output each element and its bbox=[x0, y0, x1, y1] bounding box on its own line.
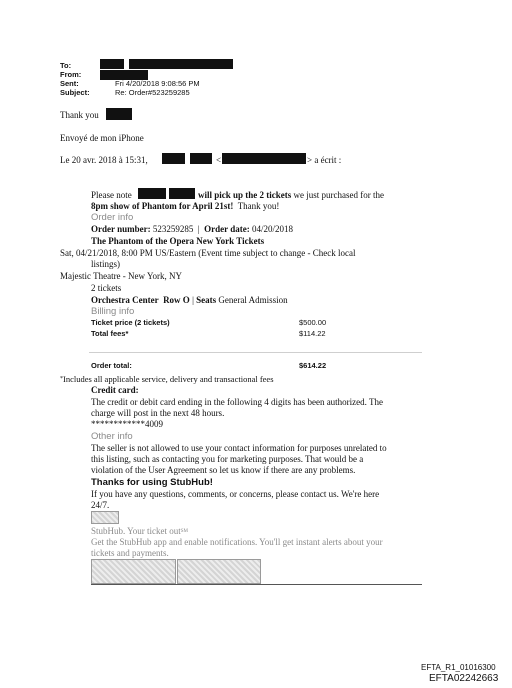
sent-value: Fri 4/20/2018 9:08:56 PM bbox=[115, 79, 200, 88]
footer-rule bbox=[91, 584, 422, 585]
seats-value: General Admission bbox=[218, 295, 288, 305]
note-rest: we just purchased for the bbox=[293, 190, 384, 200]
cc-line2: charge will post in the next 48 hours. bbox=[91, 408, 225, 418]
total-divider bbox=[89, 352, 422, 353]
event-datetime-2: listings) bbox=[91, 259, 121, 269]
card-mask: ************4009 bbox=[91, 419, 163, 429]
order-date: 04/20/2018 bbox=[251, 224, 293, 234]
order-total-label: Order total: bbox=[91, 361, 132, 370]
row-label: Row O bbox=[163, 295, 190, 305]
cc-line1: The credit or debit card ending in the following 4 digits has been authorized. The bbox=[91, 397, 383, 407]
fees-note: Includes all applicable service, delivery and transactional fees bbox=[63, 374, 274, 384]
bates-small: EFTA_R1_01016300 bbox=[421, 663, 496, 672]
signature: Envoyé de mon iPhone bbox=[60, 133, 144, 143]
other-line2: this listing, such as contacting you for marketing purposes. That would be a bbox=[91, 454, 364, 464]
note-bold: will pick up the 2 tickets bbox=[198, 190, 292, 200]
quantity: 2 tickets bbox=[91, 283, 122, 293]
event-datetime: Sat, 04/21/2018, 8:00 PM US/Eastern (Event time subject to change - Check local bbox=[60, 248, 356, 258]
quote-end: > a écrit : bbox=[307, 155, 342, 165]
thanks-heading: Thanks for using StubHub! bbox=[91, 477, 213, 488]
footer-app-line2: tickets and payments. bbox=[91, 548, 169, 558]
to-label: To: bbox=[60, 61, 72, 70]
quote-intro: Le 20 avr. 2018 à 15:31, bbox=[60, 155, 148, 165]
stubhub-logo-placeholder bbox=[91, 511, 119, 524]
from-label: From: bbox=[60, 70, 82, 79]
other-line3: violation of the User Agreement so let us know if there are any problems. bbox=[91, 465, 356, 475]
footer-app-line1: Get the StubHub app and enable notifications. You'll get instant alerts about your bbox=[91, 537, 383, 547]
redacted-note-1 bbox=[138, 188, 166, 199]
ticket-price-label: Ticket price (2 tickets) bbox=[91, 318, 170, 327]
google-play-badge-placeholder[interactable] bbox=[177, 559, 261, 584]
redacted-quote-email bbox=[222, 153, 306, 164]
total-fees: $114.22 bbox=[299, 329, 326, 338]
total-fees-label: Total fees* bbox=[91, 329, 129, 338]
bates-large: EFTA02242663 bbox=[429, 673, 499, 684]
order-number: 523259285 bbox=[152, 224, 194, 234]
billing-heading: Billing info bbox=[91, 306, 135, 317]
thank-you: Thank you bbox=[60, 110, 99, 120]
order-info-heading: Order info bbox=[91, 212, 134, 223]
note-prefix: Please note bbox=[91, 190, 132, 200]
other-info-heading: Other info bbox=[91, 431, 133, 442]
redacted-name bbox=[106, 108, 132, 120]
redacted-quote-1 bbox=[162, 153, 185, 164]
venue: Majestic Theatre - New York, NY bbox=[60, 271, 183, 281]
redacted-to-1 bbox=[100, 59, 124, 69]
app-store-badge-placeholder[interactable] bbox=[91, 559, 176, 584]
ticket-price: $500.00 bbox=[299, 318, 327, 327]
section-label: Orchestra Center bbox=[91, 295, 159, 305]
event-title: The Phantom of the Opera New York Tickets bbox=[91, 236, 265, 246]
redacted-to-2 bbox=[129, 59, 233, 69]
footer-brand: StubHub. Your ticket out bbox=[91, 526, 181, 536]
other-line1: The seller is not allowed to use your contact information for purposes unrelated to bbox=[91, 443, 387, 453]
order-date-label: Order date: bbox=[204, 224, 250, 234]
note-line2-rest: Thank you! bbox=[237, 201, 280, 211]
seats-label: Seats bbox=[196, 295, 217, 305]
note-line2-bold: 8pm show of Phantom for April 21st! bbox=[91, 201, 234, 211]
credit-card-label: Credit card: bbox=[91, 385, 139, 395]
quote-lt: < bbox=[216, 155, 222, 165]
redacted-quote-2 bbox=[190, 153, 212, 164]
subject-label: Subject: bbox=[60, 88, 90, 97]
redacted-note-2 bbox=[169, 188, 195, 199]
order-number-label: Order number: bbox=[91, 224, 151, 234]
questions-line2: 24/7. bbox=[91, 500, 110, 510]
footer-tm: SM bbox=[180, 529, 188, 534]
order-total: $614.22 bbox=[299, 361, 327, 370]
sent-label: Sent: bbox=[60, 79, 79, 88]
subject-value: Re: Order#523259285 bbox=[115, 88, 190, 97]
questions-line1: If you have any questions, comments, or concerns, please contact us. We're here bbox=[91, 489, 380, 499]
